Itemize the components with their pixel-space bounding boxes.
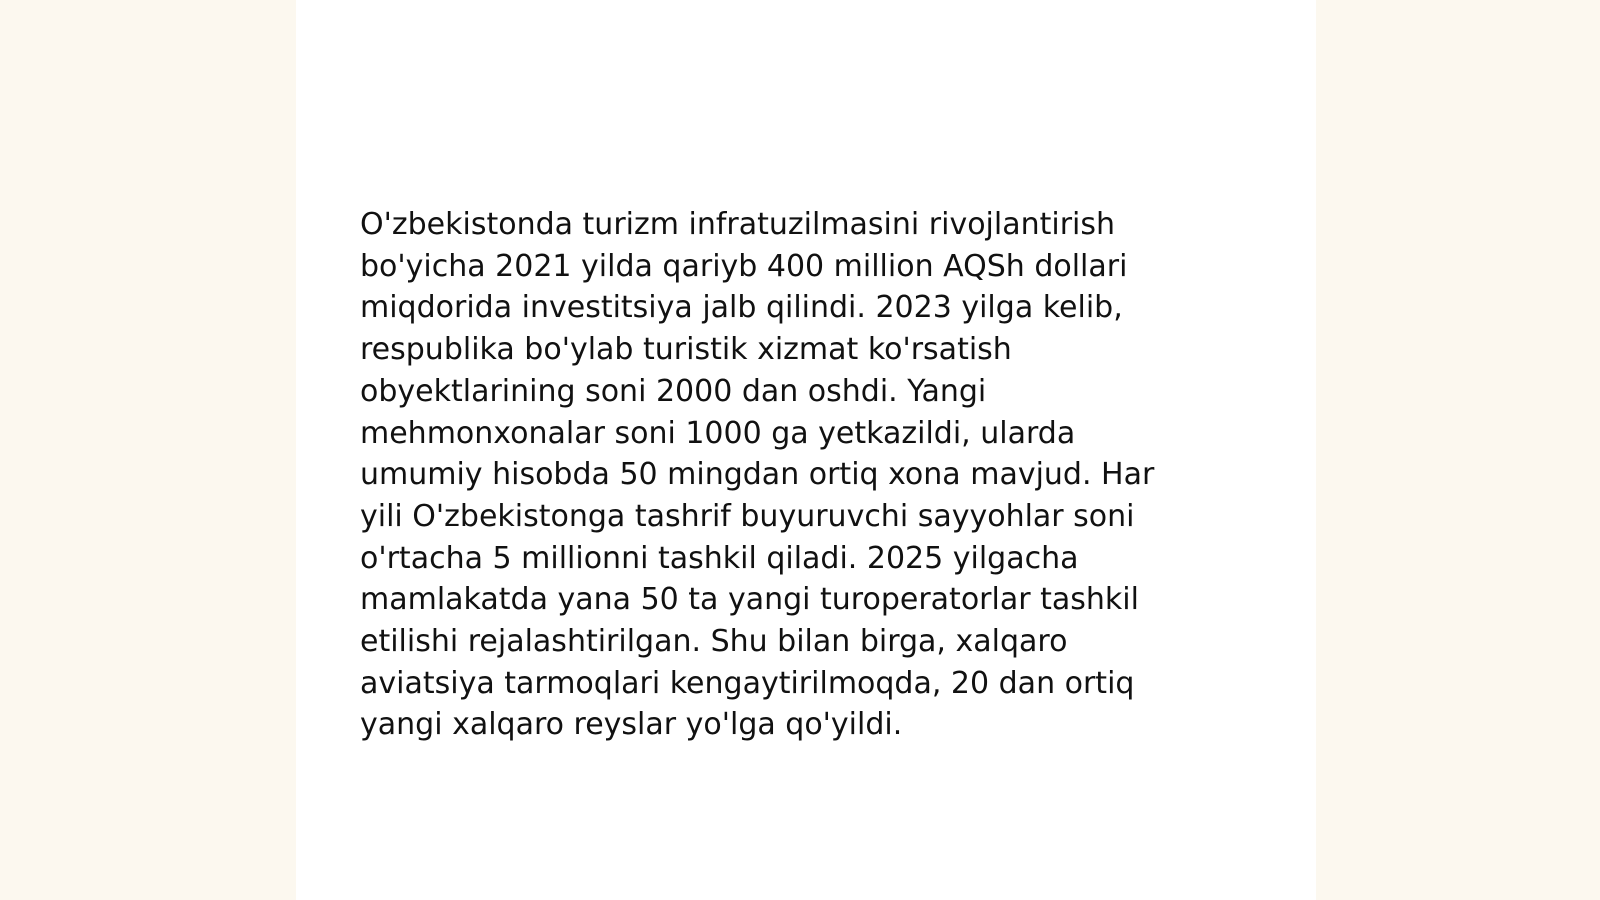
paragraph-line-10: mamlakatda yana 50 ta yangi turoperatorlar tashkil	[360, 582, 1139, 618]
paragraph-line-5: obyektlarining soni 2000 dan oshdi. Yangi	[360, 373, 987, 409]
document-sheet	[296, 0, 1316, 900]
paragraph-line-9: o'rtacha 5 millionni tashkil qiladi. 2025 yilgacha	[360, 540, 1079, 576]
paragraph-line-13: yangi xalqaro reyslar yo'lga qo'yildi.	[360, 707, 903, 743]
paragraph-line-2: bo'yicha 2021 yilda qariyb 400 million AQSh dollari	[360, 248, 1128, 284]
paragraph-line-1: O'zbekistonda turizm infratuzilmasini rivojlantirish	[360, 207, 1116, 242]
document-paragraph	[360, 204, 1240, 746]
paragraph-line-8: yili O'zbekistonga tashrif buyuruvchi sayyohlar soni	[360, 498, 1135, 534]
paragraph-line-12: aviatsiya tarmoqlari kengaytirilmoqda, 20 dan ortiq	[360, 665, 1135, 701]
paragraph-line-7: umumiy hisobda 50 mingdan ortiq xona mavjud. Har	[360, 457, 1155, 493]
paragraph-line-3: miqdorida investitsiya jalb qilindi. 2023 yilga kelib,	[360, 290, 1123, 326]
paragraph-line-6: mehmonxonalar soni 1000 ga yetkazildi, ularda	[360, 415, 1076, 451]
paragraph-line-4: respublika bo'ylab turistik xizmat ko'rsatish	[360, 332, 1012, 368]
paragraph-line-11: etilishi rejalashtirilgan. Shu bilan birga, xalqaro	[360, 624, 1068, 660]
